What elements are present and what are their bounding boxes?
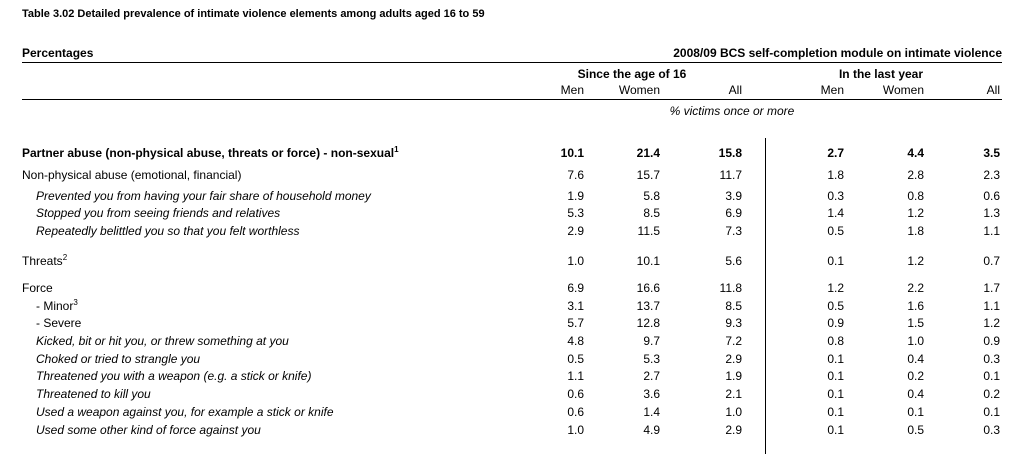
row-label [36, 189, 371, 203]
table-cell: 0.1 [827, 369, 844, 383]
table-cell: 0.4 [907, 387, 924, 401]
row-label [22, 146, 399, 160]
row-label-text: Choked or tried to strangle you [36, 352, 201, 366]
row-label [22, 281, 53, 295]
column-header: Men [820, 83, 844, 97]
table-cell: 15.7 [636, 168, 660, 182]
table-cell: 0.8 [907, 189, 924, 203]
table-cell: 11.8 [719, 281, 742, 295]
table-cell: 6.9 [725, 206, 742, 220]
table-cell: 0.1 [827, 387, 844, 401]
footnote-marker: 1 [394, 145, 399, 154]
table-cell: 1.5 [907, 316, 924, 330]
table-cell: 0.5 [827, 299, 844, 313]
table-cell: 4.9 [643, 423, 660, 437]
table-row [0, 387, 1011, 403]
table-cell: 0.1 [983, 369, 1000, 383]
table-cell: 0.7 [983, 254, 1000, 268]
table-cell: 0.4 [907, 352, 924, 366]
table-cell: 10.1 [636, 254, 660, 268]
table-row [0, 405, 1011, 421]
table-cell: 9.3 [725, 316, 742, 330]
table-cell: 0.5 [907, 423, 924, 437]
column-header: Women [882, 83, 924, 97]
row-label-text: Repeatedly belittled you so that you felt worthless [36, 224, 300, 238]
table-cell: 0.1 [827, 254, 844, 268]
row-label [36, 405, 334, 419]
row-label [36, 369, 311, 383]
table-cell: 1.9 [567, 189, 584, 203]
column-header: All [728, 83, 742, 97]
header-unit-label: Percentages [22, 46, 94, 60]
table-cell: 2.3 [983, 168, 1000, 182]
table-cell: 1.4 [643, 405, 660, 419]
table-cell: 8.5 [725, 299, 742, 313]
table-cell: 7.3 [725, 224, 742, 238]
table-cell: 5.3 [567, 206, 584, 220]
unit-note: % victims once or more [669, 104, 795, 118]
table-cell: 1.1 [983, 224, 1000, 238]
table-cell: 11.5 [637, 224, 660, 238]
table-cell: 0.6 [567, 405, 584, 419]
row-label-text: Non-physical abuse (emotional, financial) [22, 168, 242, 182]
table-cell: 2.8 [907, 168, 924, 182]
table-row [0, 352, 1011, 368]
table-cell: 0.3 [983, 423, 1000, 437]
row-label [36, 299, 78, 313]
table-cell: 5.6 [725, 254, 742, 268]
table-cell: 2.9 [567, 224, 584, 238]
table-row [0, 254, 1011, 270]
table-cell: 16.6 [636, 281, 660, 295]
table-cell: 12.8 [636, 316, 660, 330]
table-row [0, 146, 1011, 162]
row-label-text: Partner abuse (non-physical abuse, threats or force) - non-sexual [22, 146, 395, 160]
table-cell: 0.9 [827, 316, 844, 330]
table-cell: 10.1 [560, 146, 584, 160]
table-cell: 1.4 [827, 206, 844, 220]
table-cell: 0.8 [827, 334, 844, 348]
table-cell: 5.3 [643, 352, 660, 366]
table-cell: 15.8 [718, 146, 742, 160]
row-label [36, 316, 81, 330]
table-cell: 0.1 [983, 405, 1000, 419]
table-cell: 1.2 [983, 316, 1000, 330]
table-cell: 11.7 [719, 168, 742, 182]
table-cell: 1.6 [907, 299, 924, 313]
table-cell: 4.8 [567, 334, 584, 348]
table-cell: 0.3 [827, 189, 844, 203]
footnote-marker: 3 [73, 298, 78, 307]
row-label [36, 334, 289, 348]
row-label-text: Force [22, 281, 53, 295]
row-label [36, 224, 299, 238]
table-cell: 0.9 [983, 334, 1000, 348]
table-row [0, 299, 1011, 315]
table-cell: 1.2 [907, 254, 924, 268]
row-label-text: - Severe [36, 316, 82, 330]
table-row [0, 334, 1011, 350]
table-cell: 0.5 [827, 224, 844, 238]
table-cell: 3.5 [983, 146, 1000, 160]
table-cell: 0.3 [983, 352, 1000, 366]
table-cell: 2.1 [725, 387, 742, 401]
table-cell: 0.1 [827, 405, 844, 419]
row-label [22, 168, 241, 182]
table-row [0, 423, 1011, 439]
row-label-text: Threats [22, 254, 63, 268]
table-row [0, 224, 1011, 240]
table-cell: 7.2 [725, 334, 742, 348]
table-cell: 1.2 [907, 206, 924, 220]
table-cell: 2.9 [725, 423, 742, 437]
table-cell: 1.0 [567, 423, 584, 437]
table-cell: 4.4 [907, 146, 924, 160]
column-header: Men [560, 83, 584, 97]
table-cell: 1.0 [907, 334, 924, 348]
table-cell: 1.0 [567, 254, 584, 268]
row-label [22, 254, 67, 268]
table-cell: 8.5 [643, 206, 660, 220]
table-cell: 3.6 [643, 387, 660, 401]
column-header: Women [618, 83, 660, 97]
column-header: All [986, 83, 1000, 97]
table-cell: 3.1 [567, 299, 584, 313]
table-cell: 1.1 [983, 299, 1000, 313]
header-source-label: 2008/09 BCS self-completion module on intimate violence [673, 46, 1002, 60]
column-header-rule [22, 99, 1002, 100]
row-label-text: - Minor [36, 299, 74, 313]
table-cell: 13.7 [636, 299, 660, 313]
header-rule [22, 62, 1002, 63]
table-cell: 0.2 [907, 369, 924, 383]
table-cell: 1.8 [827, 168, 844, 182]
row-label-text: Threatened to kill you [36, 387, 151, 401]
table-cell: 2.7 [643, 369, 660, 383]
table-cell: 0.5 [567, 352, 584, 366]
row-label [36, 352, 200, 366]
table-title: Table 3.02 Detailed prevalence of intimate violence elements among adults aged 16 to 59 [22, 8, 485, 20]
footnote-marker: 2 [62, 253, 68, 262]
group-header-since-16: Since the age of 16 [577, 67, 687, 81]
table-cell: 7.6 [567, 168, 584, 182]
table-cell: 1.8 [907, 224, 924, 238]
row-label [36, 206, 280, 220]
table-cell: 0.1 [827, 423, 844, 437]
row-label-text: Used some other kind of force against you [36, 423, 261, 437]
table-cell: 0.2 [983, 387, 1000, 401]
table-cell: 6.9 [567, 281, 584, 295]
table-cell: 5.7 [567, 316, 584, 330]
row-label-text: Threatened you with a weapon (e.g. a stick or knife) [36, 369, 312, 383]
table-cell: 9.7 [643, 334, 660, 348]
row-label [36, 423, 261, 437]
table-cell: 1.7 [983, 281, 1000, 295]
table-cell: 0.1 [827, 352, 844, 366]
table-cell: 1.3 [983, 206, 1000, 220]
row-label-text: Kicked, bit or hit you, or threw something at you [36, 334, 289, 348]
table-cell: 0.6 [567, 387, 584, 401]
table-cell: 0.1 [907, 405, 924, 419]
table-cell: 2.7 [827, 146, 844, 160]
group-header-last-year: In the last year [838, 67, 924, 81]
table-cell: 0.6 [983, 189, 1000, 203]
table-cell: 3.9 [725, 189, 742, 203]
table-row [0, 281, 1011, 297]
table-row [0, 168, 1011, 184]
table-cell: 1.1 [567, 369, 584, 383]
row-label [36, 387, 151, 401]
table-cell: 1.9 [725, 369, 742, 383]
row-label-text: Prevented you from having your fair share of household money [36, 189, 371, 203]
row-label-text: Used a weapon against you, for example a stick or knife [36, 405, 334, 419]
table-cell: 1.0 [725, 405, 742, 419]
table-row [0, 316, 1011, 332]
table-cell: 21.4 [636, 146, 660, 160]
table-row [0, 206, 1011, 222]
table-cell: 2.2 [907, 281, 924, 295]
table-cell: 1.2 [827, 281, 844, 295]
table-row [0, 369, 1011, 385]
table-cell: 5.8 [643, 189, 660, 203]
row-label-text: Stopped you from seeing friends and relatives [36, 206, 281, 220]
table-cell: 2.9 [725, 352, 742, 366]
table-row [0, 189, 1011, 205]
